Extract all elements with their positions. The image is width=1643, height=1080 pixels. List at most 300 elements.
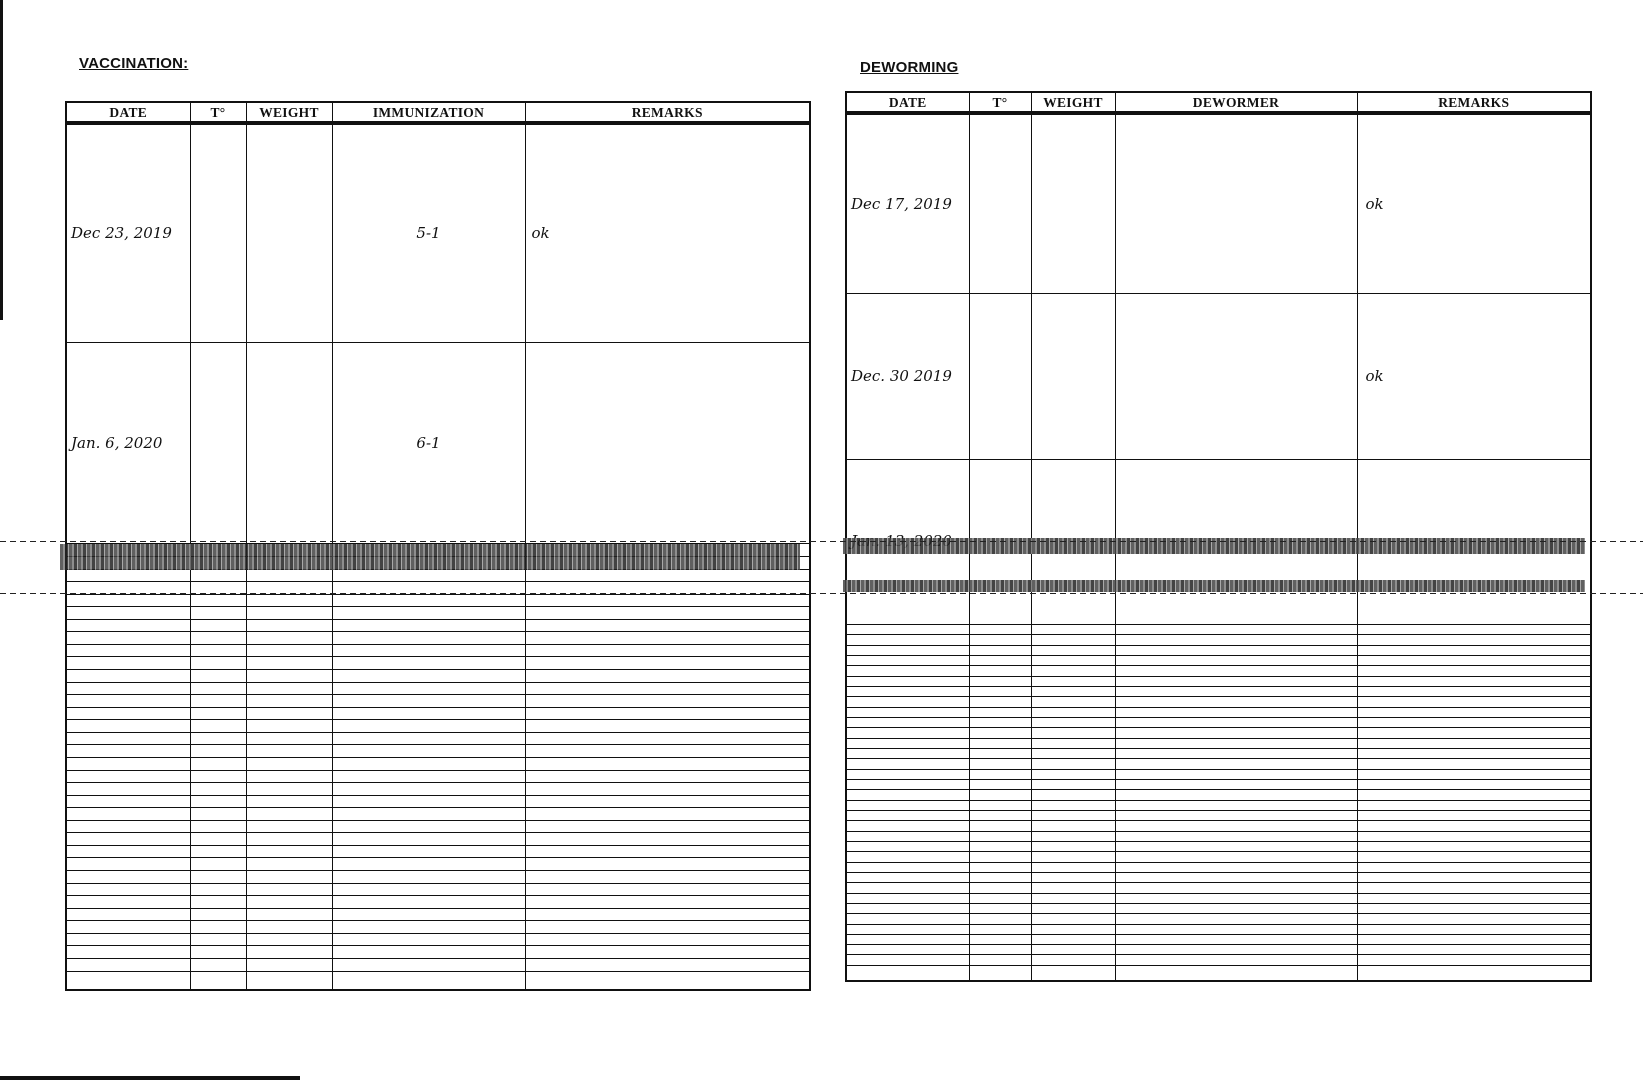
deworming-cell-dewormer bbox=[1115, 769, 1357, 779]
vaccination-cell-immunization bbox=[332, 896, 525, 909]
deworming-cell-weight bbox=[1031, 965, 1115, 981]
vaccination-row bbox=[66, 343, 810, 544]
deworming-cell-temp bbox=[969, 635, 1031, 645]
deworming-row bbox=[846, 862, 1591, 872]
deworming-cell-date bbox=[846, 841, 969, 851]
vaccination-cell-immunization: 5-1 bbox=[332, 123, 525, 343]
deworming-row bbox=[846, 955, 1591, 965]
deworming-cell-weight bbox=[1031, 294, 1115, 459]
vaccination-row bbox=[66, 619, 810, 632]
deworming-cell-date bbox=[846, 934, 969, 944]
deworming-cell-temp bbox=[969, 645, 1031, 655]
deworming-cell-remarks bbox=[1357, 872, 1591, 882]
vaccination-cell-immunization bbox=[332, 657, 525, 670]
deworming-cell-weight bbox=[1031, 655, 1115, 665]
deworming-cell-dewormer bbox=[1115, 738, 1357, 748]
vaccination-cell-remarks bbox=[525, 883, 810, 896]
vaccination-cell-date bbox=[66, 921, 190, 934]
deworming-cell-weight bbox=[1031, 738, 1115, 748]
deworming-row bbox=[846, 655, 1591, 665]
vaccination-row bbox=[66, 657, 810, 670]
vaccination-cell-temp bbox=[190, 670, 246, 683]
deworming-cell-date bbox=[846, 738, 969, 748]
scan-artifact-line bbox=[0, 541, 1643, 542]
deworming-cell-temp bbox=[969, 800, 1031, 810]
vaccination-row bbox=[66, 921, 810, 934]
deworming-cell-weight bbox=[1031, 821, 1115, 831]
deworming-cell-dewormer bbox=[1115, 759, 1357, 769]
vaccination-cell-weight bbox=[246, 707, 332, 720]
deworming-cell-temp bbox=[969, 924, 1031, 934]
vaccination-cell-immunization bbox=[332, 682, 525, 695]
vaccination-row bbox=[66, 820, 810, 833]
deworming-cell-date bbox=[846, 790, 969, 800]
deworming-cell-weight bbox=[1031, 697, 1115, 707]
page-edge-left bbox=[0, 0, 3, 320]
vaccination-cell-weight bbox=[246, 770, 332, 783]
deworming-cell-date bbox=[846, 728, 969, 738]
vaccination-cell-remarks bbox=[525, 908, 810, 921]
deworming-cell-dewormer bbox=[1115, 924, 1357, 934]
deworming-cell-date: Dec 17, 2019 bbox=[846, 113, 969, 294]
deworming-cell-weight bbox=[1031, 841, 1115, 851]
deworming-cell-date bbox=[846, 945, 969, 955]
deworming-cell-date bbox=[846, 810, 969, 820]
vaccination-cell-temp bbox=[190, 883, 246, 896]
vaccination-row bbox=[66, 720, 810, 733]
vaccination-cell-temp bbox=[190, 833, 246, 846]
deworming-cell-dewormer bbox=[1115, 893, 1357, 903]
vaccination-cell-date bbox=[66, 695, 190, 708]
vaccination-cell-immunization bbox=[332, 783, 525, 796]
vaccination-row bbox=[66, 833, 810, 846]
vaccination-cell-remarks bbox=[525, 896, 810, 909]
deworming-cell-weight bbox=[1031, 666, 1115, 676]
vaccination-row bbox=[66, 770, 810, 783]
vaccination-cell-temp bbox=[190, 632, 246, 645]
deworming-row bbox=[846, 893, 1591, 903]
deworming-cell-weight bbox=[1031, 645, 1115, 655]
vaccination-cell-date bbox=[66, 958, 190, 971]
vaccination-col-immunization: IMMUNIZATION bbox=[332, 102, 525, 123]
vaccination-cell-remarks bbox=[525, 594, 810, 607]
deworming-cell-temp bbox=[969, 769, 1031, 779]
vaccination-cell-date bbox=[66, 946, 190, 959]
deworming-row bbox=[846, 810, 1591, 820]
deworming-row bbox=[846, 914, 1591, 924]
vaccination-cell-temp bbox=[190, 757, 246, 770]
vaccination-cell-temp bbox=[190, 770, 246, 783]
deworming-cell-weight bbox=[1031, 893, 1115, 903]
deworming-row bbox=[846, 924, 1591, 934]
deworming-cell-date bbox=[846, 686, 969, 696]
vaccination-cell-date bbox=[66, 720, 190, 733]
vaccination-cell-date bbox=[66, 569, 190, 582]
vaccination-row bbox=[66, 858, 810, 871]
deworming-cell-remarks: ok bbox=[1357, 113, 1591, 294]
vaccination-cell-temp bbox=[190, 619, 246, 632]
vaccination-cell-remarks bbox=[525, 607, 810, 620]
deworming-row bbox=[846, 666, 1591, 676]
deworming-cell-date bbox=[846, 759, 969, 769]
deworming-cell-dewormer bbox=[1115, 831, 1357, 841]
deworming-cell-temp bbox=[969, 810, 1031, 820]
deworming-cell-remarks bbox=[1357, 883, 1591, 893]
vaccination-cell-remarks bbox=[525, 770, 810, 783]
vaccination-cell-immunization: 6-1 bbox=[332, 343, 525, 544]
deworming-row bbox=[846, 831, 1591, 841]
deworming-row bbox=[846, 697, 1591, 707]
deworming-row bbox=[846, 790, 1591, 800]
vaccination-cell-immunization bbox=[332, 707, 525, 720]
vaccination-cell-remarks bbox=[525, 958, 810, 971]
vaccination-cell-temp bbox=[190, 871, 246, 884]
deworming-cell-remarks bbox=[1357, 934, 1591, 944]
deworming-cell-temp bbox=[969, 831, 1031, 841]
vaccination-col-remarks: REMARKS bbox=[525, 102, 810, 123]
vaccination-cell-temp bbox=[190, 720, 246, 733]
deworming-cell-temp bbox=[969, 934, 1031, 944]
vaccination-row bbox=[66, 871, 810, 884]
vaccination-cell-weight bbox=[246, 607, 332, 620]
deworming-cell-dewormer bbox=[1115, 748, 1357, 758]
vaccination-row bbox=[66, 732, 810, 745]
vaccination-cell-weight bbox=[246, 569, 332, 582]
vaccination-cell-weight bbox=[246, 783, 332, 796]
deworming-row bbox=[846, 645, 1591, 655]
deworming-cell-dewormer bbox=[1115, 955, 1357, 965]
deworming-cell-date bbox=[846, 697, 969, 707]
deworming-row bbox=[846, 965, 1591, 981]
deworming-row bbox=[846, 800, 1591, 810]
deworming-cell-remarks bbox=[1357, 893, 1591, 903]
vaccination-cell-remarks bbox=[525, 632, 810, 645]
vaccination-cell-date bbox=[66, 858, 190, 871]
vaccination-row bbox=[66, 632, 810, 645]
vaccination-cell-date bbox=[66, 933, 190, 946]
vaccination-cell-immunization bbox=[332, 569, 525, 582]
vaccination-cell-weight bbox=[246, 933, 332, 946]
vaccination-header-row bbox=[66, 102, 810, 123]
vaccination-col-weight: WEIGHT bbox=[246, 102, 332, 123]
deworming-cell-remarks bbox=[1357, 810, 1591, 820]
deworming-cell-weight bbox=[1031, 883, 1115, 893]
deworming-cell-date bbox=[846, 717, 969, 727]
vaccination-cell-temp bbox=[190, 657, 246, 670]
deworming-cell-temp bbox=[969, 707, 1031, 717]
deworming-row bbox=[846, 821, 1591, 831]
vaccination-cell-weight bbox=[246, 820, 332, 833]
deworming-cell-temp bbox=[969, 965, 1031, 981]
vaccination-cell-remarks bbox=[525, 745, 810, 758]
deworming-row bbox=[846, 624, 1591, 634]
deworming-cell-date: Dec. 30 2019 bbox=[846, 294, 969, 459]
vaccination-cell-immunization bbox=[332, 720, 525, 733]
vaccination-row bbox=[66, 607, 810, 620]
deworming-cell-remarks bbox=[1357, 707, 1591, 717]
deworming-cell-remarks bbox=[1357, 945, 1591, 955]
deworming-cell-remarks bbox=[1357, 645, 1591, 655]
deworming-cell-date bbox=[846, 914, 969, 924]
vaccination-cell-weight bbox=[246, 795, 332, 808]
deworming-cell-remarks bbox=[1357, 914, 1591, 924]
deworming-cell-dewormer bbox=[1115, 852, 1357, 862]
deworming-cell-temp bbox=[969, 676, 1031, 686]
vaccination-cell-weight bbox=[246, 896, 332, 909]
vaccination-cell-immunization bbox=[332, 820, 525, 833]
deworming-cell-dewormer bbox=[1115, 810, 1357, 820]
vaccination-row bbox=[66, 594, 810, 607]
vaccination-row bbox=[66, 670, 810, 683]
vaccination-cell-weight bbox=[246, 971, 332, 990]
vaccination-cell-date bbox=[66, 795, 190, 808]
deworming-cell-temp bbox=[969, 624, 1031, 634]
vaccination-cell-immunization bbox=[332, 946, 525, 959]
deworming-cell-dewormer bbox=[1115, 903, 1357, 913]
vaccination-cell-weight bbox=[246, 695, 332, 708]
vaccination-cell-date bbox=[66, 607, 190, 620]
deworming-cell-remarks bbox=[1357, 635, 1591, 645]
vaccination-cell-remarks bbox=[525, 644, 810, 657]
deworming-cell-date bbox=[846, 645, 969, 655]
deworming-cell-weight bbox=[1031, 748, 1115, 758]
vaccination-cell-date bbox=[66, 770, 190, 783]
deworming-title: DEWORMING bbox=[860, 59, 959, 76]
deworming-col-dewormer: DEWORMER bbox=[1115, 92, 1357, 113]
deworming-row bbox=[846, 748, 1591, 758]
deworming-cell-temp bbox=[969, 294, 1031, 459]
deworming-cell-weight bbox=[1031, 686, 1115, 696]
vaccination-row bbox=[66, 757, 810, 770]
vaccination-cell-remarks bbox=[525, 720, 810, 733]
vaccination-cell-temp bbox=[190, 845, 246, 858]
vaccination-cell-immunization bbox=[332, 745, 525, 758]
deworming-cell-weight bbox=[1031, 945, 1115, 955]
deworming-cell-temp bbox=[969, 821, 1031, 831]
vaccination-cell-weight bbox=[246, 833, 332, 846]
vaccination-cell-date bbox=[66, 908, 190, 921]
vaccination-cell-weight bbox=[246, 871, 332, 884]
deworming-cell-temp bbox=[969, 955, 1031, 965]
deworming-cell-temp bbox=[969, 945, 1031, 955]
deworming-cell-weight bbox=[1031, 903, 1115, 913]
deworming-cell-temp bbox=[969, 728, 1031, 738]
deworming-cell-dewormer bbox=[1115, 655, 1357, 665]
vaccination-cell-date bbox=[66, 971, 190, 990]
deworming-cell-remarks bbox=[1357, 924, 1591, 934]
vaccination-cell-immunization bbox=[332, 971, 525, 990]
vaccination-cell-weight bbox=[246, 123, 332, 343]
vaccination-cell-date bbox=[66, 707, 190, 720]
vaccination-col-date: DATE bbox=[66, 102, 190, 123]
vaccination-cell-remarks bbox=[525, 682, 810, 695]
vaccination-cell-temp bbox=[190, 858, 246, 871]
deworming-cell-dewormer bbox=[1115, 883, 1357, 893]
vaccination-cell-weight bbox=[246, 670, 332, 683]
vaccination-cell-remarks bbox=[525, 921, 810, 934]
vaccination-cell-immunization bbox=[332, 933, 525, 946]
deworming-cell-weight bbox=[1031, 769, 1115, 779]
vaccination-cell-weight bbox=[246, 632, 332, 645]
deworming-cell-dewormer bbox=[1115, 821, 1357, 831]
deworming-cell-dewormer bbox=[1115, 635, 1357, 645]
deworming-cell-remarks bbox=[1357, 903, 1591, 913]
deworming-cell-temp bbox=[969, 655, 1031, 665]
vaccination-cell-temp bbox=[190, 682, 246, 695]
deworming-cell-temp bbox=[969, 113, 1031, 294]
deworming-header-row bbox=[846, 92, 1591, 113]
deworming-cell-dewormer bbox=[1115, 945, 1357, 955]
deworming-cell-dewormer bbox=[1115, 914, 1357, 924]
vaccination-row bbox=[66, 569, 810, 582]
vaccination-cell-immunization bbox=[332, 858, 525, 871]
vaccination-cell-temp bbox=[190, 695, 246, 708]
deworming-cell-date bbox=[846, 676, 969, 686]
deworming-row bbox=[846, 903, 1591, 913]
deworming-cell-dewormer bbox=[1115, 728, 1357, 738]
vaccination-cell-immunization bbox=[332, 845, 525, 858]
deworming-row bbox=[846, 852, 1591, 862]
deworming-cell-remarks bbox=[1357, 748, 1591, 758]
deworming-cell-weight bbox=[1031, 831, 1115, 841]
vaccination-row bbox=[66, 908, 810, 921]
vaccination-cell-date bbox=[66, 883, 190, 896]
vaccination-cell-temp bbox=[190, 896, 246, 909]
vaccination-cell-remarks bbox=[525, 820, 810, 833]
vaccination-cell-date bbox=[66, 820, 190, 833]
vaccination-cell-date bbox=[66, 896, 190, 909]
vaccination-cell-date bbox=[66, 619, 190, 632]
deworming-cell-temp bbox=[969, 852, 1031, 862]
vaccination-cell-temp bbox=[190, 908, 246, 921]
deworming-cell-temp bbox=[969, 914, 1031, 924]
deworming-cell-remarks bbox=[1357, 769, 1591, 779]
vaccination-cell-remarks bbox=[525, 845, 810, 858]
deworming-cell-weight bbox=[1031, 934, 1115, 944]
deworming-row bbox=[846, 769, 1591, 779]
deworming-cell-temp bbox=[969, 717, 1031, 727]
deworming-cell-remarks bbox=[1357, 738, 1591, 748]
deworming-cell-date bbox=[846, 635, 969, 645]
vaccination-row bbox=[66, 808, 810, 821]
deworming-cell-remarks bbox=[1357, 965, 1591, 981]
deworming-row bbox=[846, 779, 1591, 789]
deworming-cell-dewormer bbox=[1115, 872, 1357, 882]
vaccination-cell-immunization bbox=[332, 883, 525, 896]
vaccination-cell-weight bbox=[246, 594, 332, 607]
vaccination-cell-weight bbox=[246, 682, 332, 695]
vaccination-cell-temp bbox=[190, 745, 246, 758]
deworming-row bbox=[846, 676, 1591, 686]
deworming-cell-date bbox=[846, 666, 969, 676]
deworming-cell-remarks bbox=[1357, 676, 1591, 686]
vaccination-cell-remarks bbox=[525, 971, 810, 990]
deworming-row bbox=[846, 883, 1591, 893]
deworming-cell-dewormer bbox=[1115, 841, 1357, 851]
deworming-cell-dewormer bbox=[1115, 686, 1357, 696]
deworming-cell-remarks bbox=[1357, 779, 1591, 789]
vaccination-cell-weight bbox=[246, 946, 332, 959]
vaccination-row bbox=[66, 845, 810, 858]
vaccination-cell-temp bbox=[190, 607, 246, 620]
deworming-cell-date bbox=[846, 655, 969, 665]
deworming-cell-date bbox=[846, 852, 969, 862]
vaccination-cell-weight bbox=[246, 845, 332, 858]
deworming-cell-date bbox=[846, 707, 969, 717]
deworming-cell-dewormer bbox=[1115, 624, 1357, 634]
deworming-col-temp: T° bbox=[969, 92, 1031, 113]
vaccination-row bbox=[66, 883, 810, 896]
deworming-cell-remarks bbox=[1357, 800, 1591, 810]
deworming-cell-temp bbox=[969, 686, 1031, 696]
vaccination-cell-weight bbox=[246, 657, 332, 670]
deworming-cell-dewormer bbox=[1115, 676, 1357, 686]
deworming-row bbox=[846, 294, 1591, 459]
vaccination-cell-date: Jan. 6, 2020 bbox=[66, 343, 190, 544]
vaccination-cell-date bbox=[66, 783, 190, 796]
deworming-cell-remarks bbox=[1357, 624, 1591, 634]
deworming-cell-temp bbox=[969, 738, 1031, 748]
vaccination-cell-date bbox=[66, 833, 190, 846]
deworming-cell-weight bbox=[1031, 800, 1115, 810]
vaccination-cell-date bbox=[66, 594, 190, 607]
deworming-cell-weight bbox=[1031, 717, 1115, 727]
vaccination-cell-immunization bbox=[332, 695, 525, 708]
deworming-cell-dewormer bbox=[1115, 790, 1357, 800]
vaccination-cell-date bbox=[66, 732, 190, 745]
vaccination-cell-immunization bbox=[332, 958, 525, 971]
vaccination-row bbox=[66, 971, 810, 990]
deworming-cell-weight bbox=[1031, 779, 1115, 789]
deworming-cell-remarks bbox=[1357, 686, 1591, 696]
deworming-cell-date bbox=[846, 748, 969, 758]
vaccination-cell-date bbox=[66, 745, 190, 758]
vaccination-cell-immunization bbox=[332, 644, 525, 657]
vaccination-row bbox=[66, 644, 810, 657]
deworming-cell-weight bbox=[1031, 635, 1115, 645]
deworming-cell-temp bbox=[969, 883, 1031, 893]
vaccination-cell-temp bbox=[190, 343, 246, 544]
vaccination-cell-date: Dec 23, 2019 bbox=[66, 123, 190, 343]
deworming-cell-remarks: ok bbox=[1357, 294, 1591, 459]
deworming-cell-weight bbox=[1031, 728, 1115, 738]
deworming-col-remarks: REMARKS bbox=[1357, 92, 1591, 113]
vaccination-cell-weight bbox=[246, 908, 332, 921]
vaccination-cell-remarks bbox=[525, 757, 810, 770]
deworming-cell-weight bbox=[1031, 955, 1115, 965]
deworming-cell-date bbox=[846, 965, 969, 981]
vaccination-cell-immunization bbox=[332, 594, 525, 607]
vaccination-cell-weight bbox=[246, 921, 332, 934]
vaccination-cell-remarks bbox=[525, 871, 810, 884]
deworming-cell-temp bbox=[969, 748, 1031, 758]
deworming-cell-remarks bbox=[1357, 717, 1591, 727]
deworming-cell-dewormer bbox=[1115, 779, 1357, 789]
deworming-cell-dewormer bbox=[1115, 666, 1357, 676]
vaccination-cell-immunization bbox=[332, 607, 525, 620]
vaccination-cell-remarks bbox=[525, 833, 810, 846]
vaccination-title: VACCINATION: bbox=[79, 55, 189, 72]
vaccination-cell-temp bbox=[190, 123, 246, 343]
vaccination-cell-weight bbox=[246, 883, 332, 896]
deworming-cell-temp bbox=[969, 697, 1031, 707]
deworming-col-weight: WEIGHT bbox=[1031, 92, 1115, 113]
deworming-row bbox=[846, 728, 1591, 738]
deworming-row bbox=[846, 707, 1591, 717]
vaccination-cell-remarks bbox=[525, 695, 810, 708]
vaccination-cell-temp bbox=[190, 644, 246, 657]
deworming-cell-date bbox=[846, 893, 969, 903]
